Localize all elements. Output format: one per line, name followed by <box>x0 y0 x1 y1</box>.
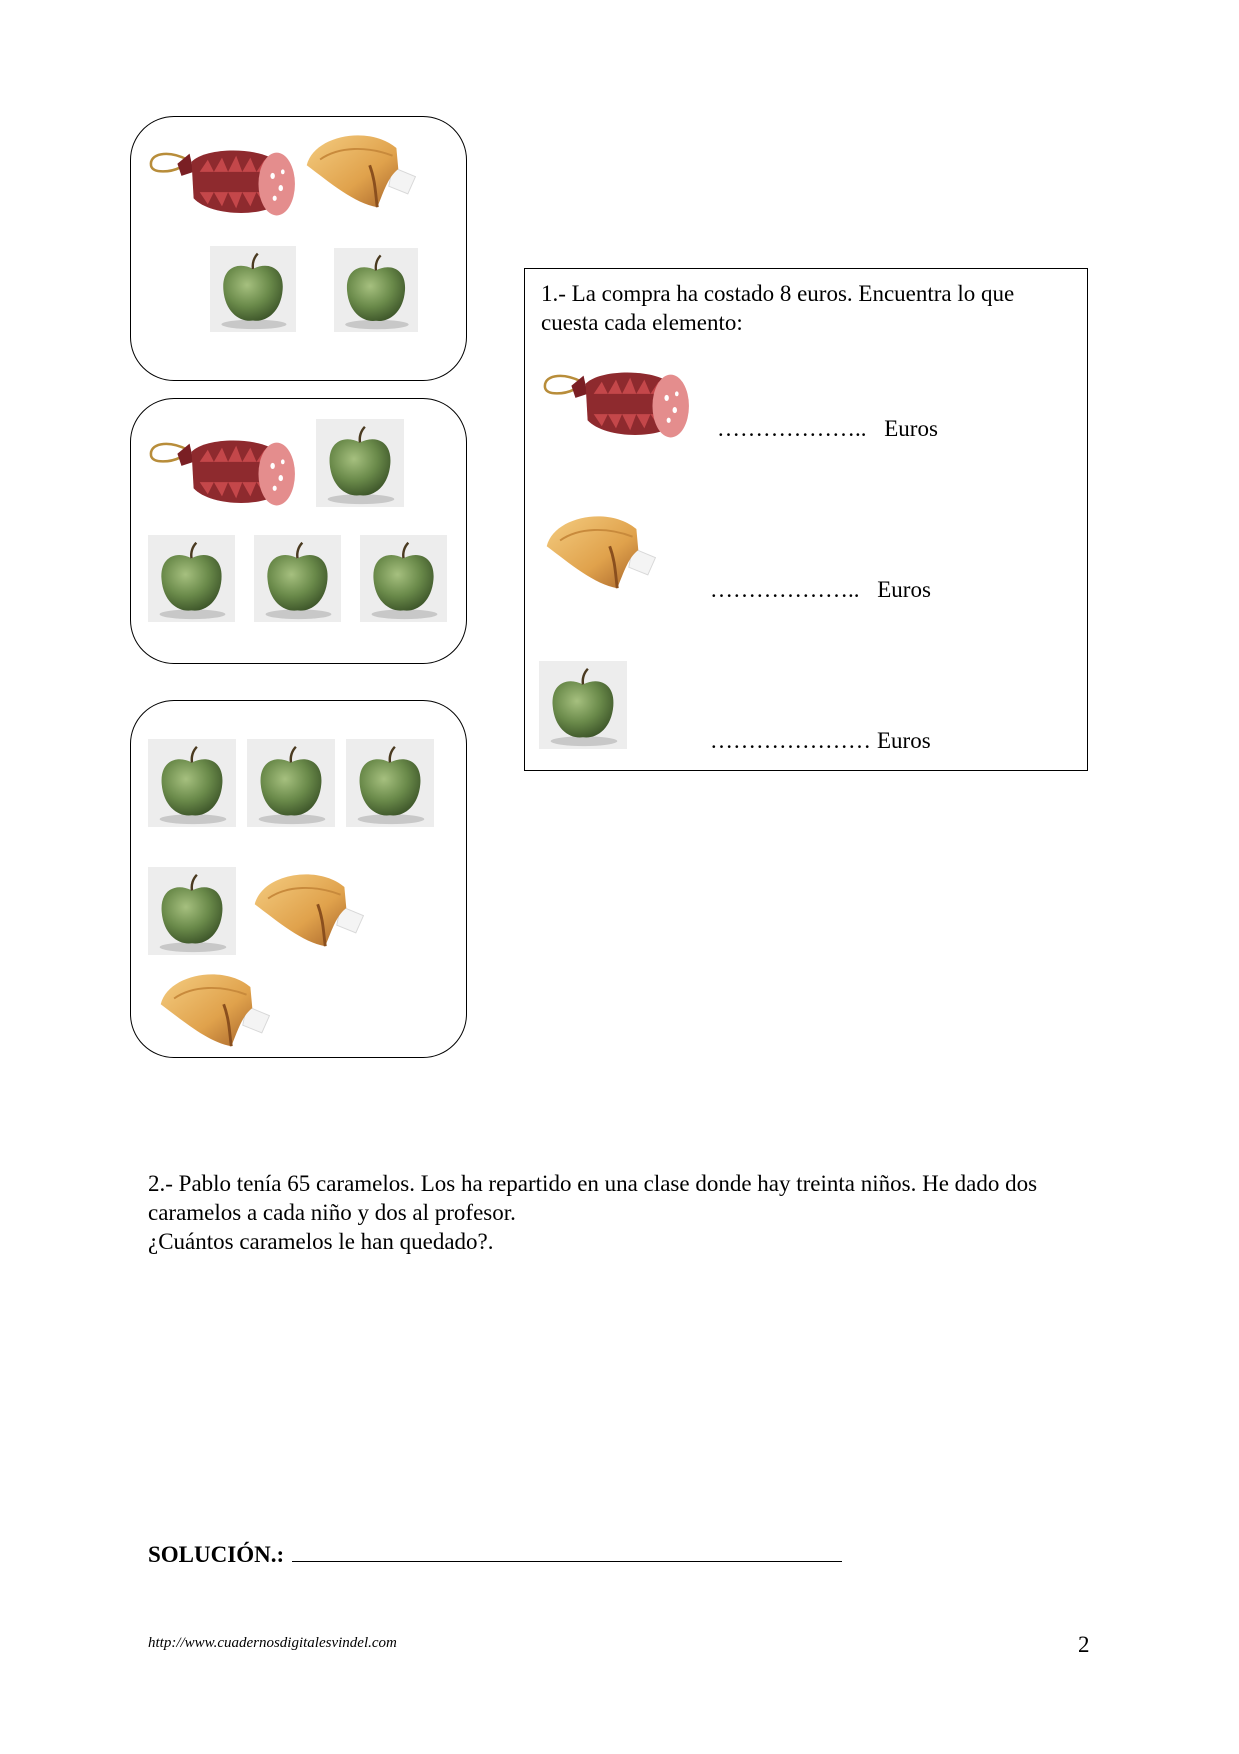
apple-icon <box>346 739 434 827</box>
purchase-group-1 <box>130 116 467 381</box>
fortune-cookie-icon <box>301 127 425 213</box>
exercise-2-statement: 2.- Pablo tenía 65 caramelos. Los ha repartido en una clase donde hay treinta niños. He dado dos caramelos a cada niño y dos al profesor. <box>148 1171 1038 1225</box>
answer-dots: ……………….. <box>710 577 866 602</box>
exercise-1-prompt: 1.- La compra ha costado 8 euros. Encuentra lo que cuesta cada elemento: <box>541 281 1015 335</box>
exercise-1-box <box>524 268 1088 771</box>
answer-dots: ……………….. <box>717 416 873 441</box>
apple-icon <box>247 739 335 827</box>
exercise-2 <box>148 1169 1098 1256</box>
answer-dots: ………………… <box>710 728 871 753</box>
fortune-cookie-icon <box>155 965 279 1053</box>
cookie-price-line <box>710 577 931 603</box>
fortune-cookie-icon <box>541 507 665 595</box>
apple-icon <box>316 419 404 507</box>
apple-icon <box>360 535 447 622</box>
salami-price-line <box>717 416 938 442</box>
fortune-cookie-icon <box>249 865 373 953</box>
purchase-group-3 <box>130 700 467 1058</box>
salami-icon <box>541 363 693 445</box>
answer-unit: Euros <box>884 416 938 441</box>
apple-price-line <box>710 728 931 754</box>
apple-icon <box>254 535 341 622</box>
apple-icon <box>210 246 296 332</box>
apple-icon <box>148 739 236 827</box>
salami-icon <box>147 431 299 513</box>
page-number: 2 <box>1078 1632 1090 1657</box>
purchase-group-2 <box>130 398 467 664</box>
salami-icon <box>147 141 299 223</box>
apple-icon <box>539 661 627 749</box>
apple-icon <box>148 867 236 955</box>
solution-row <box>148 1542 842 1568</box>
exercise-2-question: ¿Cuántos caramelos le han quedado?. <box>148 1229 494 1254</box>
answer-unit: Euros <box>877 577 931 602</box>
apple-icon <box>148 535 235 622</box>
answer-unit: Euros <box>877 728 931 753</box>
solution-label: SOLUCIÓN.: <box>148 1542 285 1567</box>
solution-answer-line[interactable] <box>292 1543 842 1562</box>
apple-icon <box>334 248 418 332</box>
footer-url[interactable]: http://www.cuadernosdigitalesvindel.com <box>148 1635 397 1651</box>
